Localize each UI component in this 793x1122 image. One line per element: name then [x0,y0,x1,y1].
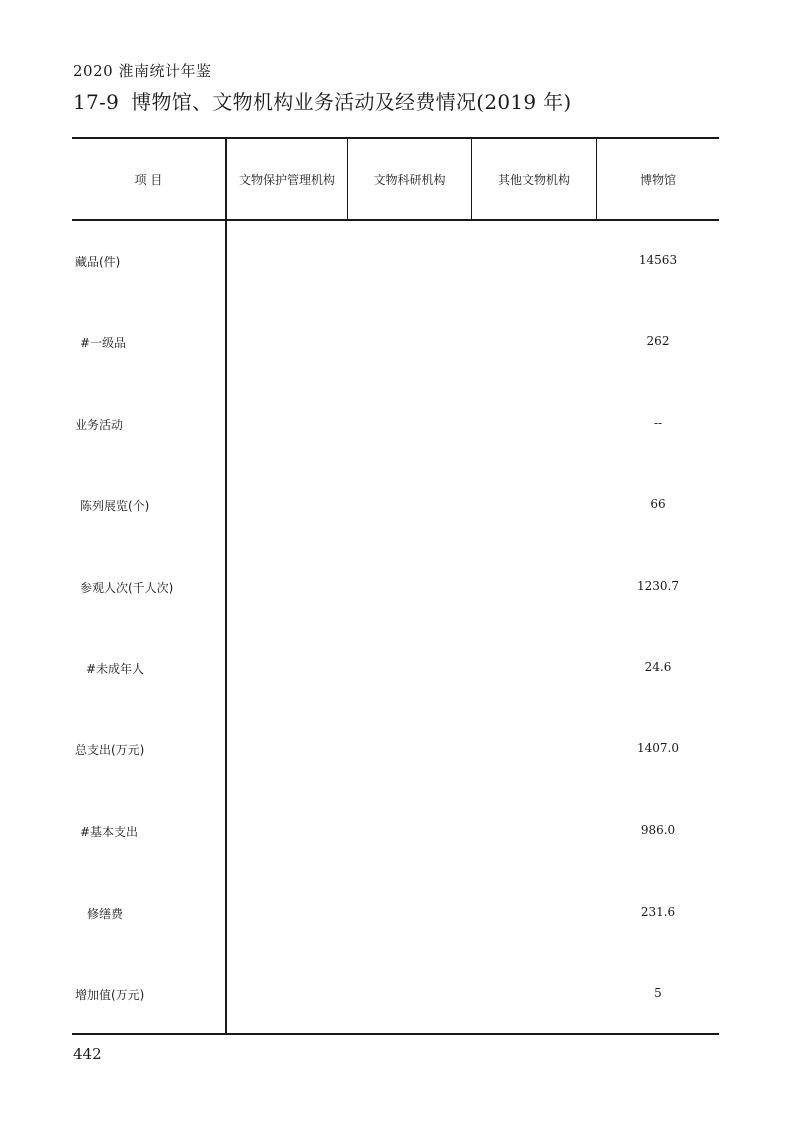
row-value-museum: 262 [646,334,670,348]
table-number: 17-9 [73,90,120,114]
row-label: 修缮费 [87,907,124,921]
row-label: 陈列展览(个) [80,499,150,513]
row-value-museum: 231.6 [640,905,676,919]
column-header-heritage-research: 文物科研机构 [373,172,446,187]
column-header-heritage-protection: 文物保护管理机构 [238,172,335,187]
table-header-rule [72,219,719,221]
page-number: 442 [73,1045,102,1063]
row-label: #未成年人 [86,662,145,676]
table-title-text: 博物馆、文物机构业务活动及经费情况(2019 年) [131,90,572,114]
row-label: 参观人次(千人次) [80,581,174,595]
row-label: 藏品(件) [75,255,121,269]
row-label: 业务活动 [75,418,124,432]
row-value-museum: 1407.0 [637,741,679,755]
column-divider-main [225,139,227,1033]
row-value-museum: 1230.7 [637,579,679,593]
row-label: #基本支出 [80,825,139,839]
row-value-museum: 66 [650,497,666,511]
row-value-museum: 14563 [638,253,678,267]
yearbook-title: 2020 淮南统计年鉴 [73,62,212,80]
row-label: 增加值(万元) [75,988,145,1002]
row-label: #一级品 [80,336,127,350]
table-title [73,86,572,115]
column-header-item: 项 目 [134,172,163,187]
row-label: 总支出(万元) [75,743,145,757]
row-value-museum: 5 [654,986,662,1000]
row-value-museum: -- [653,416,663,430]
table-bottom-rule [72,1033,719,1035]
column-header-other-heritage: 其他文物机构 [497,172,570,187]
column-header-museum: 博物馆 [639,172,676,187]
row-value-museum: 24.6 [644,660,672,674]
row-value-museum: 986.0 [640,823,676,837]
